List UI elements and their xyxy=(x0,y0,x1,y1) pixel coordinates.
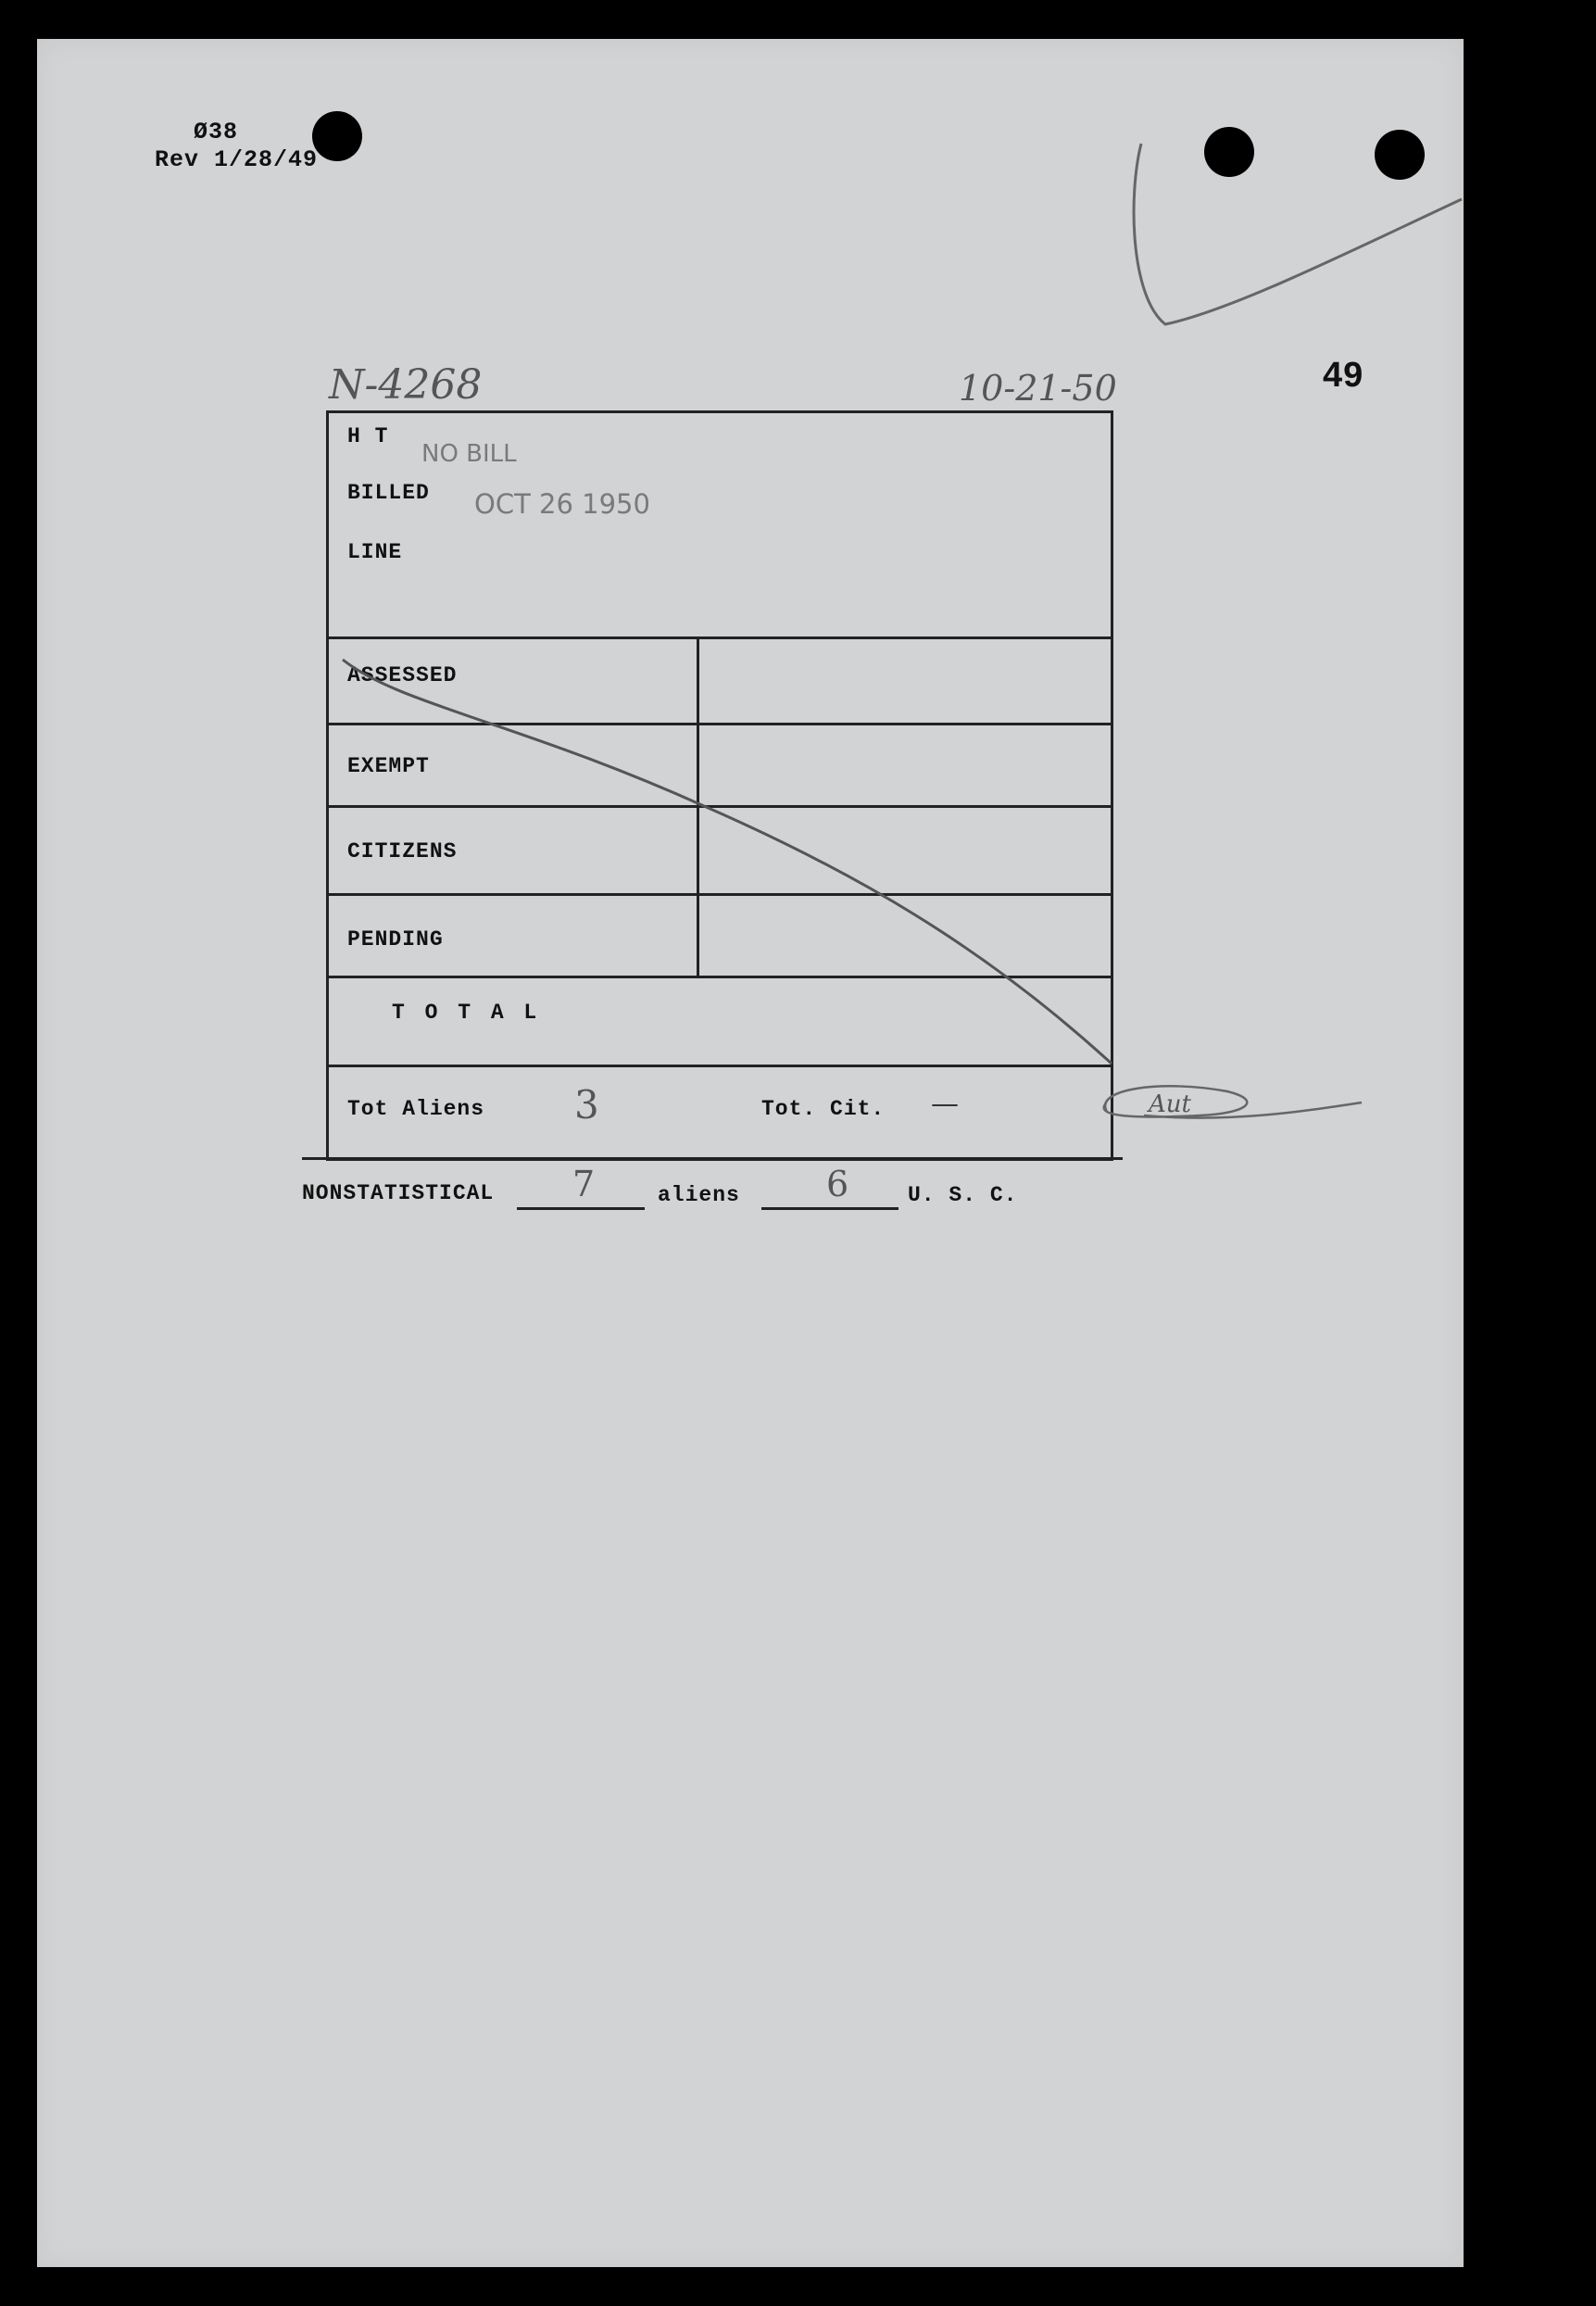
case-number: N-4268 xyxy=(329,361,483,409)
exempt-label: EXEMPT xyxy=(347,754,430,778)
no-bill-stamp: NO BILL xyxy=(421,440,517,468)
pending-label: PENDING xyxy=(347,927,444,951)
billed-label: BILLED xyxy=(347,481,430,505)
form-code-block xyxy=(155,119,318,174)
aliens-blank-line xyxy=(517,1207,645,1210)
tot-cit-value: — xyxy=(931,1088,959,1120)
initials: Aut xyxy=(1149,1090,1191,1118)
usc-count: 6 xyxy=(826,1164,849,1204)
form-revision: Rev 1/28/49 xyxy=(155,146,319,173)
page-number: 49 xyxy=(1323,356,1364,395)
assessed-label: ASSESSED xyxy=(347,663,458,687)
aliens-count: 7 xyxy=(572,1164,596,1204)
usc-blank-line xyxy=(761,1207,899,1210)
ht-label: H T xyxy=(347,424,389,448)
strike-through-line xyxy=(333,649,1121,1075)
nonstatistical-label: NONSTATISTICAL xyxy=(302,1181,495,1205)
handwritten-date: 10-21-50 xyxy=(959,368,1117,409)
date-stamp: OCT 26 1950 xyxy=(474,488,650,520)
initials-swoosh xyxy=(1088,1075,1366,1140)
pen-stroke-top xyxy=(1121,139,1464,334)
punch-hole-left xyxy=(312,111,362,161)
line-label: LINE xyxy=(347,540,403,564)
citizens-label: CITIZENS xyxy=(347,839,458,863)
total-label: T O T A L xyxy=(392,1001,541,1025)
form-code: Ø38 xyxy=(194,119,239,145)
aliens-label: aliens xyxy=(658,1183,740,1207)
form-underline xyxy=(302,1157,1123,1160)
tot-aliens-label: Tot Aliens xyxy=(347,1097,485,1121)
tot-cit-label: Tot. Cit. xyxy=(761,1097,886,1121)
tot-aliens-value: 3 xyxy=(574,1082,599,1128)
usc-label: U. S. C. xyxy=(908,1183,1018,1207)
divider xyxy=(329,636,1111,639)
